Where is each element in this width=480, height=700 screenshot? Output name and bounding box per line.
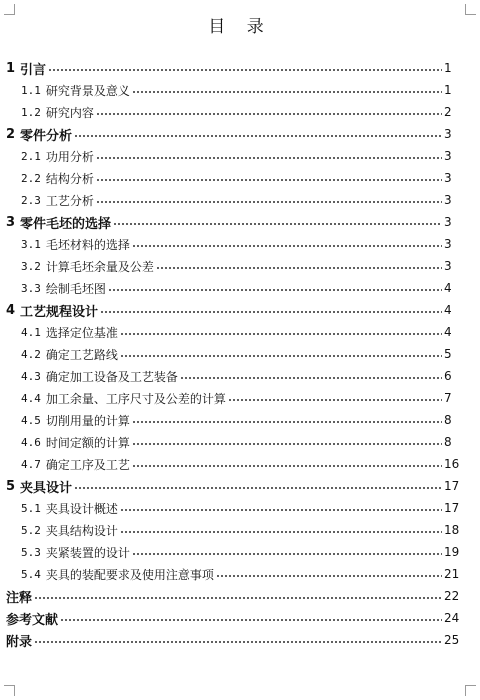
toc-entry-title: 零件分析 <box>20 128 73 144</box>
toc-entry-title: 加工余量、工序尺寸及公差的计算 <box>45 391 226 406</box>
toc-page-number: 3 <box>444 215 452 229</box>
toc-dot-leader <box>132 244 442 248</box>
toc-page-number: 3 <box>444 193 452 207</box>
toc-entry-title: 结构分析 <box>45 171 94 186</box>
toc-entry-title: 参考文献 <box>6 612 59 628</box>
toc-entry-number: 2.1 <box>21 149 41 163</box>
toc-chapter-entry[interactable] <box>0 607 480 629</box>
page-title: 目 录 <box>208 17 272 37</box>
toc-entry-number: 3.1 <box>21 237 41 251</box>
toc-entry-title: 夹具的装配要求及使用注意事项 <box>45 567 214 582</box>
toc-section-entry[interactable] <box>0 79 480 101</box>
toc-chapter-entry[interactable] <box>0 211 480 233</box>
toc-section-entry[interactable] <box>0 409 480 431</box>
toc-chapter-entry[interactable] <box>0 57 480 79</box>
toc-entry-title: 零件毛坯的选择 <box>20 216 112 232</box>
toc-dot-leader <box>74 134 442 138</box>
toc-entry-number: 5.2 <box>21 523 41 537</box>
toc-dot-leader <box>132 442 442 446</box>
toc-page-number: 8 <box>444 413 452 427</box>
toc-entry-number: 5 <box>6 478 16 494</box>
toc-section-entry[interactable] <box>0 453 480 475</box>
toc-entry-number: 4.2 <box>21 347 41 361</box>
toc-section-entry[interactable] <box>0 431 480 453</box>
toc-dot-leader <box>96 178 442 182</box>
toc-dot-leader <box>48 68 442 72</box>
toc-page-number: 6 <box>444 369 452 383</box>
toc-chapter-entry[interactable] <box>0 123 480 145</box>
toc-dot-leader <box>180 376 442 380</box>
toc-page-number: 19 <box>444 545 460 559</box>
toc-entry-title: 夹具设计 <box>20 480 73 496</box>
toc-page-number: 5 <box>444 347 452 361</box>
toc-page-number: 22 <box>444 589 460 603</box>
toc-section-entry[interactable] <box>0 189 480 211</box>
toc-page-number: 21 <box>444 567 460 581</box>
toc-entry-number: 2 <box>6 126 16 142</box>
toc-entry-number: 2.2 <box>21 171 41 185</box>
toc-entry-number: 2.3 <box>21 193 41 207</box>
toc-chapter-entry[interactable] <box>0 299 480 321</box>
toc-section-entry[interactable] <box>0 541 480 563</box>
toc-page-number: 17 <box>444 479 460 493</box>
toc-entry-title: 研究内容 <box>45 105 94 120</box>
toc-dot-leader <box>132 90 442 94</box>
toc-entry-number: 1.1 <box>21 83 41 97</box>
toc-dot-leader <box>132 420 442 424</box>
toc-entry-title: 切削用量的计算 <box>45 413 130 428</box>
toc-chapter-entry[interactable] <box>0 585 480 607</box>
toc-entry-title: 选择定位基准 <box>45 325 118 340</box>
toc-chapter-entry[interactable] <box>0 475 480 497</box>
toc-section-entry[interactable] <box>0 255 480 277</box>
toc-section-entry[interactable] <box>0 365 480 387</box>
toc-dot-leader <box>120 508 442 512</box>
toc-entry-title: 附录 <box>6 634 33 650</box>
toc-entry-title: 引言 <box>20 62 47 78</box>
toc-dot-leader <box>96 112 442 116</box>
toc-section-entry[interactable] <box>0 233 480 255</box>
toc-dot-leader <box>108 288 442 292</box>
toc-chapter-entry[interactable] <box>0 629 480 651</box>
toc-dot-leader <box>34 596 442 600</box>
toc-entry-title: 计算毛坯余量及公差 <box>45 259 154 274</box>
toc-entry-number: 4.5 <box>21 413 41 427</box>
toc-section-entry[interactable] <box>0 563 480 585</box>
toc-dot-leader <box>120 530 442 534</box>
table-of-contents <box>0 57 480 651</box>
toc-section-entry[interactable] <box>0 497 480 519</box>
toc-dot-leader <box>34 640 442 644</box>
toc-dot-leader <box>113 222 442 226</box>
toc-entry-title: 夹具结构设计 <box>45 523 118 538</box>
toc-page-number: 4 <box>444 303 452 317</box>
toc-page-number: 3 <box>444 127 452 141</box>
toc-entry-number: 4.7 <box>21 457 41 471</box>
toc-dot-leader <box>96 200 442 204</box>
toc-entry-number: 4.3 <box>21 369 41 383</box>
toc-page-number: 25 <box>444 633 460 647</box>
toc-entry-number: 4 <box>6 302 16 318</box>
toc-entry-number: 4.6 <box>21 435 41 449</box>
toc-dot-leader <box>74 486 442 490</box>
toc-entry-title: 工艺规程设计 <box>20 304 99 320</box>
toc-entry-title: 注释 <box>6 590 33 606</box>
toc-page-number: 1 <box>444 83 452 97</box>
toc-page-number: 4 <box>444 325 452 339</box>
toc-page-number: 3 <box>444 171 452 185</box>
toc-section-entry[interactable] <box>0 101 480 123</box>
toc-dot-leader <box>100 310 442 314</box>
toc-section-entry[interactable] <box>0 167 480 189</box>
page-corner-mark <box>465 685 476 696</box>
page-corner-mark <box>4 685 15 696</box>
toc-dot-leader <box>120 354 442 358</box>
toc-entry-number: 4.1 <box>21 325 41 339</box>
toc-dot-leader <box>216 574 442 578</box>
toc-dot-leader <box>132 552 442 556</box>
toc-section-entry[interactable] <box>0 343 480 365</box>
toc-page-number: 8 <box>444 435 452 449</box>
toc-entry-title: 研究背景及意义 <box>45 83 130 98</box>
toc-page-number: 24 <box>444 611 460 625</box>
toc-page-number: 4 <box>444 281 452 295</box>
toc-page-number: 18 <box>444 523 460 537</box>
toc-page-number: 7 <box>444 391 452 405</box>
toc-entry-number: 5.1 <box>21 501 41 515</box>
toc-entry-number: 1.2 <box>21 105 41 119</box>
toc-entry-title: 确定工序及工艺 <box>45 457 130 472</box>
toc-entry-number: 3 <box>6 214 16 230</box>
toc-entry-title: 确定加工设备及工艺装备 <box>45 369 178 384</box>
toc-section-entry[interactable] <box>0 321 480 343</box>
toc-entry-number: 4.4 <box>21 391 41 405</box>
toc-page-number: 3 <box>444 259 452 273</box>
toc-page-number: 3 <box>444 149 452 163</box>
toc-entry-title: 绘制毛坯图 <box>45 281 106 296</box>
toc-entry-number: 5.3 <box>21 545 41 559</box>
toc-entry-number: 3.2 <box>21 259 41 273</box>
toc-entry-title: 毛坯材料的选择 <box>45 237 130 252</box>
toc-dot-leader <box>228 398 442 402</box>
toc-page-number: 16 <box>444 457 460 471</box>
toc-section-entry[interactable] <box>0 519 480 541</box>
toc-dot-leader <box>120 332 442 336</box>
toc-entry-title: 夹紧装置的设计 <box>45 545 130 560</box>
toc-section-entry[interactable] <box>0 277 480 299</box>
toc-entry-title: 功用分析 <box>45 149 94 164</box>
toc-dot-leader <box>60 618 442 622</box>
toc-entry-title: 确定工艺路线 <box>45 347 118 362</box>
toc-page-number: 2 <box>444 105 452 119</box>
toc-page-number: 1 <box>444 61 452 75</box>
toc-entry-title: 时间定额的计算 <box>45 435 130 450</box>
toc-section-entry[interactable] <box>0 145 480 167</box>
toc-entry-number: 5.4 <box>21 567 41 581</box>
toc-page-number: 3 <box>444 237 452 251</box>
toc-entry-title: 工艺分析 <box>45 193 94 208</box>
toc-entry-number: 3.3 <box>21 281 41 295</box>
toc-entry-number: 1 <box>6 60 16 76</box>
toc-dot-leader <box>96 156 442 160</box>
toc-section-entry[interactable] <box>0 387 480 409</box>
toc-dot-leader <box>132 464 442 468</box>
toc-page-number: 17 <box>444 501 460 515</box>
toc-dot-leader <box>156 266 442 270</box>
toc-entry-title: 夹具设计概述 <box>45 501 118 516</box>
